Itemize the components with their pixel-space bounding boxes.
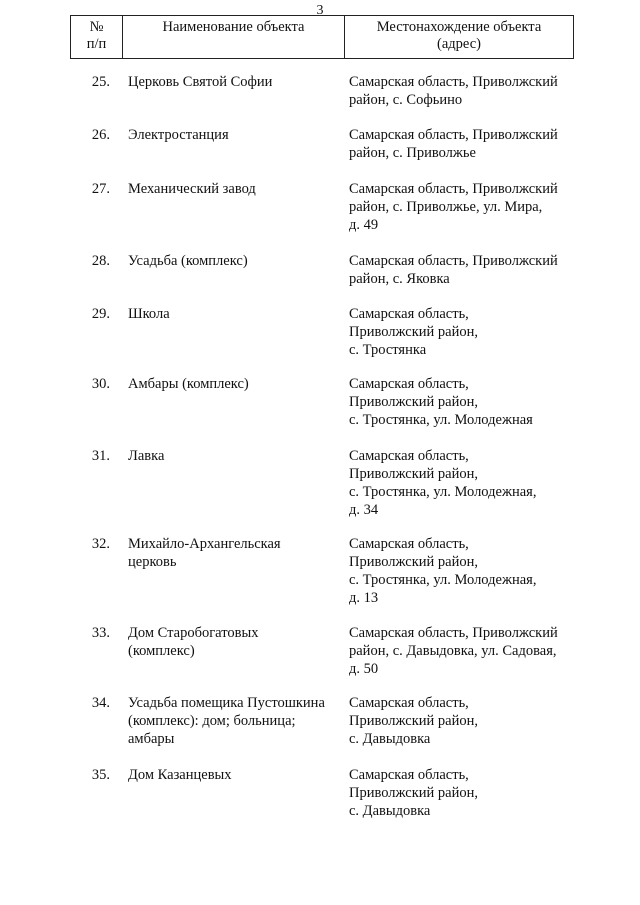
- table-header: [70, 15, 574, 59]
- row-object-name: [128, 126, 340, 144]
- row-address-line: с. Давыдовка: [349, 731, 431, 747]
- row-number: 29.: [91, 306, 110, 322]
- row-number: 28.: [91, 253, 110, 269]
- row-object-name-line: Дом Старобогатовых: [128, 625, 259, 641]
- row-object-name-line: амбары: [128, 731, 175, 747]
- row-address-line: Самарская область,: [349, 376, 469, 392]
- row-address: [349, 180, 574, 234]
- row-address: [349, 694, 574, 748]
- header-address-line: (адрес): [437, 36, 481, 52]
- row-object-name: [128, 766, 340, 784]
- row-object-name-line: церковь: [128, 554, 177, 570]
- row-number: 30.: [91, 376, 110, 392]
- row-address-line: район, с. Яковка: [349, 271, 450, 287]
- row-address: [349, 305, 574, 359]
- row-address-line: район, с. Давыдовка, ул. Садовая,: [349, 643, 557, 659]
- row-object-name: [128, 447, 340, 465]
- header-name-column: [123, 16, 345, 58]
- row-address-line: Приволжский район,: [349, 785, 478, 801]
- row-object-name-line: Усадьба помещика Пустошкина: [128, 695, 325, 711]
- row-object-name-line: Усадьба (комплекс): [128, 253, 248, 269]
- row-number: 26.: [91, 127, 110, 143]
- row-address-line: д. 50: [349, 661, 379, 677]
- row-address-line: с. Тростянка: [349, 342, 427, 358]
- row-address-line: Приволжский район,: [349, 466, 478, 482]
- row-number: 25.: [91, 74, 110, 90]
- row-object-name: [128, 305, 340, 323]
- row-address-line: с. Тростянка, ул. Молодежная,: [349, 572, 537, 588]
- row-address: [349, 375, 574, 429]
- row-object-name: [128, 180, 340, 198]
- row-address: [349, 766, 574, 820]
- row-object-name-line: (комплекс): дом; больница;: [128, 713, 296, 729]
- row-address: [349, 535, 574, 607]
- row-address-line: Самарская область, Приволжский: [349, 253, 558, 269]
- page-number: 3: [316, 3, 324, 18]
- row-address: [349, 624, 574, 678]
- row-number: 31.: [91, 448, 110, 464]
- row-address-line: Приволжский район,: [349, 324, 478, 340]
- row-object-name-line: Электростанция: [128, 127, 229, 143]
- row-address-line: Приволжский район,: [349, 713, 478, 729]
- row-address-line: Самарская область, Приволжский: [349, 181, 558, 197]
- row-address-line: Самарская область, Приволжский: [349, 625, 558, 641]
- row-object-name: [128, 624, 340, 660]
- row-object-name: [128, 535, 340, 571]
- row-object-name: [128, 694, 340, 748]
- row-address-line: район, с. Приволжье, ул. Мира,: [349, 199, 543, 215]
- row-object-name-line: Амбары (комплекс): [128, 376, 249, 392]
- row-object-name-line: Церковь Святой Софии: [128, 74, 273, 90]
- row-address: [349, 252, 574, 288]
- header-number-column: [71, 16, 123, 58]
- row-address-line: район, с. Приволжье: [349, 145, 476, 161]
- row-address-line: Самарская область,: [349, 448, 469, 464]
- header-number-line: №: [89, 19, 104, 35]
- row-object-name-line: Лавка: [128, 448, 165, 464]
- row-object-name-line: (комплекс): [128, 643, 195, 659]
- row-object-name: [128, 375, 340, 393]
- row-object-name-line: Механический завод: [128, 181, 256, 197]
- row-address-line: д. 13: [349, 590, 379, 606]
- header-address-column: [345, 16, 573, 58]
- row-address-line: Самарская область,: [349, 767, 469, 783]
- row-address-line: д. 49: [349, 217, 379, 233]
- header-number-line: п/п: [86, 36, 107, 52]
- row-address-line: с. Тростянка, ул. Молодежная,: [349, 484, 537, 500]
- row-number: 33.: [91, 625, 110, 641]
- header-address-line: Местонахождение объекта: [376, 19, 542, 35]
- row-address-line: Самарская область,: [349, 306, 469, 322]
- row-address-line: д. 34: [349, 502, 379, 518]
- row-number: 27.: [91, 181, 110, 197]
- row-number: 34.: [91, 695, 110, 711]
- row-object-name-line: Дом Казанцевых: [128, 767, 232, 783]
- row-object-name: [128, 73, 340, 91]
- row-address-line: Самарская область, Приволжский: [349, 127, 558, 143]
- row-address-line: Самарская область,: [349, 695, 469, 711]
- row-address-line: Приволжский район,: [349, 554, 478, 570]
- header-name-label: Наименование объекта: [162, 19, 305, 35]
- row-address-line: с. Тростянка, ул. Молодежная: [349, 412, 533, 428]
- row-address: [349, 73, 574, 109]
- row-address-line: с. Давыдовка: [349, 803, 431, 819]
- row-address-line: Самарская область,: [349, 536, 469, 552]
- row-address: [349, 447, 574, 519]
- row-object-name: [128, 252, 340, 270]
- row-address-line: Приволжский район,: [349, 394, 478, 410]
- row-object-name-line: Михайло-Архангельская: [128, 536, 281, 552]
- row-address-line: Самарская область, Приволжский: [349, 74, 558, 90]
- row-address: [349, 126, 574, 162]
- row-address-line: район, с. Софьино: [349, 92, 463, 108]
- row-number: 32.: [91, 536, 110, 552]
- row-object-name-line: Школа: [128, 306, 170, 322]
- row-number: 35.: [91, 767, 110, 783]
